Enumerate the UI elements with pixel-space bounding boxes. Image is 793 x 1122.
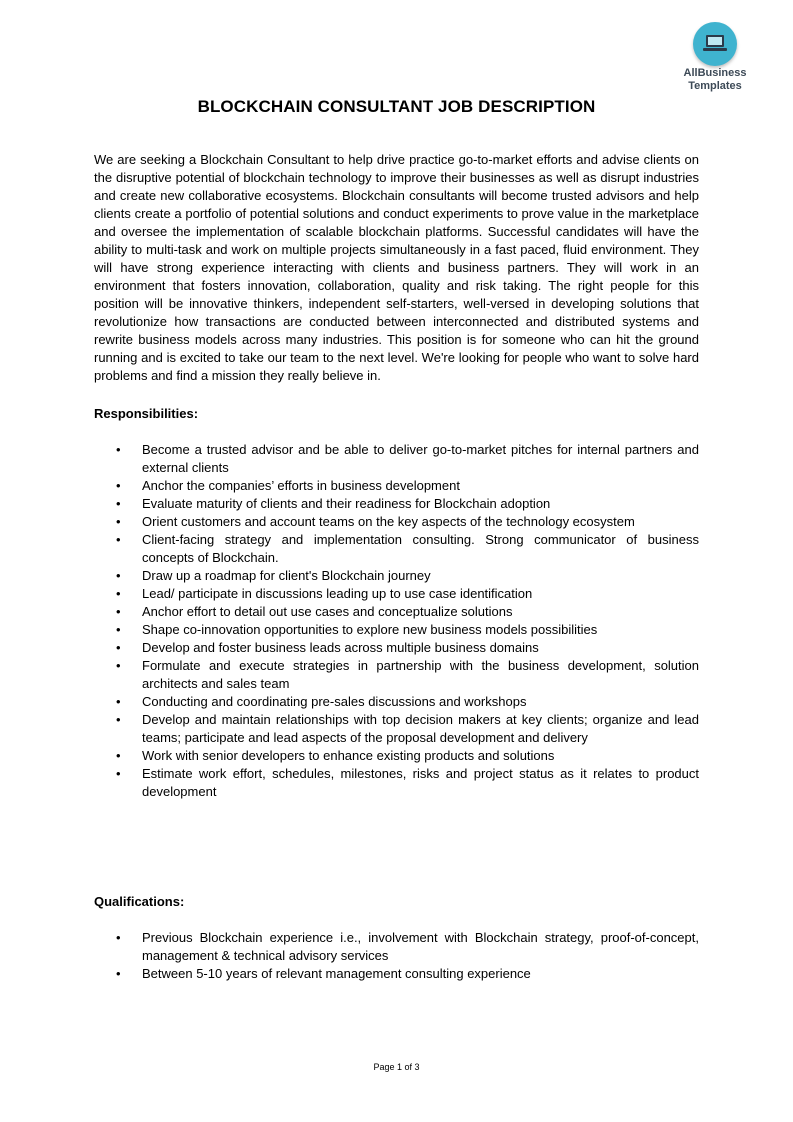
- responsibilities-list: [94, 441, 699, 801]
- list-item: • Develop and maintain relationships with top decision makers at key clients; organize and lead teams; participate and lead aspects of the proposal development and delivery: [94, 711, 699, 747]
- list-item: • Conducting and coordinating pre-sales discussions and workshops: [94, 693, 699, 711]
- logo-badge: [693, 22, 737, 66]
- list-item: • Lead/ participate in discussions leading up to use case identification: [94, 585, 699, 603]
- document-body: [94, 151, 699, 983]
- list-item: • Become a trusted advisor and be able to deliver go-to-market pitches for internal partners and external clients: [94, 441, 699, 477]
- list-item: • Work with senior developers to enhance existing products and solutions: [94, 747, 699, 765]
- list-item: • Orient customers and account teams on the key aspects of the technology ecosystem: [94, 513, 699, 531]
- list-item: • Anchor the companies’ efforts in business development: [94, 477, 699, 495]
- list-item: • Estimate work effort, schedules, milestones, risks and project status as it relates to product development: [94, 765, 699, 801]
- responsibilities-heading: Responsibilities:: [94, 406, 199, 421]
- qualifications-heading: Qualifications:: [94, 894, 185, 909]
- list-item: • Shape co-innovation opportunities to explore new business models possibilities: [94, 621, 699, 639]
- list-item: • Between 5-10 years of relevant management consulting experience: [94, 965, 699, 983]
- list-item: • Anchor effort to detail out use cases and conceptualize solutions: [94, 603, 699, 621]
- list-item: • Evaluate maturity of clients and their readiness for Blockchain adoption: [94, 495, 699, 513]
- logo-text-line1: AllBusiness: [683, 67, 747, 79]
- laptop-icon: [702, 33, 728, 55]
- document-title: BLOCKCHAIN CONSULTANT JOB DESCRIPTION: [197, 97, 596, 116]
- list-item: • Formulate and execute strategies in partnership with the business development, solution architects and sales team: [94, 657, 699, 693]
- intro-paragraph: We are seeking a Blockchain Consultant to help drive practice go-to-market efforts and advise clients on the disruptive potential of blockchain technology to improve their businesses as well as disrupt industries and create new collaborative ecosystems. Blockchain consultants will become trusted advisors and help clients create a portfolio of potential solutions and conduct experiments to prove value in the marketplace and oversee the implementation of scalable blockchain platforms. Successful candidates will have the ability to multi-task and work on multiple projects simultaneously in a fast paced, fluid environment. They will have strong experience interacting with clients and business partners. They will work in an environment that fosters innovation, collaboration, quality and risk taking. The right people for this position will be innovative thinkers, independent self-starters, well-versed in developing solutions that revolutionize how transactions are conducted between interconnected and distributed systems and rewrite business models across many industries. This position is for someone who can hit the ground running and is excited to take our team to the next level. We're looking for people who want to solve hard problems and find a mission they really believe in.: [94, 152, 699, 383]
- list-item: • Client-facing strategy and implementation consulting. Strong communicator of business concepts of Blockchain.: [94, 531, 699, 567]
- qualifications-list: [94, 929, 699, 983]
- brand-logo: [682, 22, 748, 92]
- list-item: • Develop and foster business leads across multiple business domains: [94, 639, 699, 657]
- logo-text-line2: Templates: [688, 80, 742, 92]
- page-number: Page 1 of 3: [373, 1062, 420, 1072]
- list-item: • Draw up a roadmap for client's Blockchain journey: [94, 567, 699, 585]
- list-item: • Previous Blockchain experience i.e., involvement with Blockchain strategy, proof-of-concept, management & technical advisory services: [94, 929, 699, 965]
